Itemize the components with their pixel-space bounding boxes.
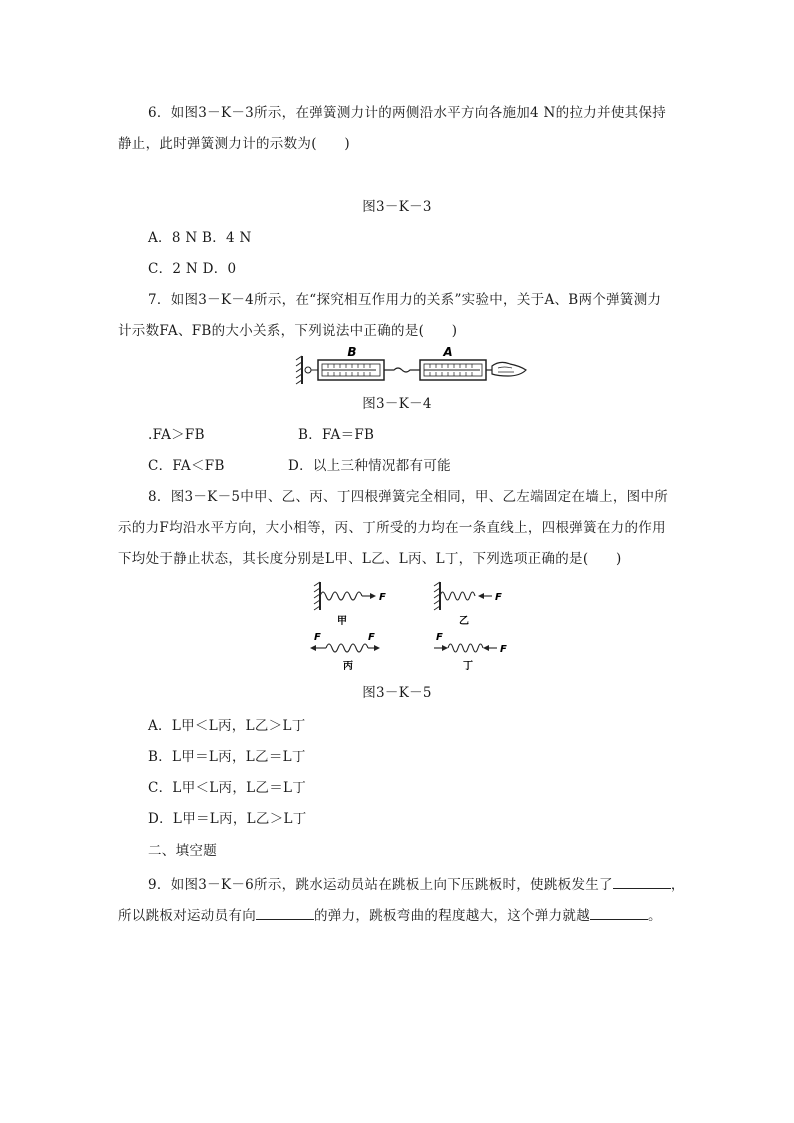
force-label-ding-right: F: [500, 644, 507, 655]
scale-b-label: B: [347, 346, 357, 359]
q6-line1: 6．如图3－K－3所示，在弹簧测力计的两侧沿水平方向各施加4 N的拉力并使其保持: [148, 105, 667, 121]
hand-icon: [486, 362, 526, 376]
spring-bing-label: 丙: [343, 661, 353, 672]
force-label-bing-left: F: [314, 632, 321, 643]
q7-option-d: D．以上三种情况都有可能: [288, 458, 451, 474]
q9-line2-end: 。: [648, 908, 662, 924]
q6-line2: 静止，此时弹簧测力计的示数为( ): [118, 136, 350, 152]
q9-blank-2[interactable]: [256, 905, 314, 920]
q7-option-c: C．FA＜FB: [148, 458, 225, 474]
q9-blank-1[interactable]: [613, 874, 671, 889]
force-label-jia: F: [379, 592, 386, 603]
q6-options-cd: C．2 N D．0: [148, 261, 237, 277]
q9-line1-text: 9．如图3－K－6所示，跳水运动员站在跳板上向下压跳板时，使跳板发生了: [148, 877, 613, 893]
q9-line1-end: ，: [670, 877, 685, 893]
figure-3k4-spring-scales: [294, 346, 534, 388]
q9-blank-3[interactable]: [590, 905, 648, 920]
q8-line3: 下均处于静止状态，其长度分别是L甲、L乙、L丙、L丁，下列选项正确的是( ): [118, 551, 622, 567]
q7-line1: 7．如图3－K－4所示，在“探究相互作用力的关系”实验中，关于A、B两个弹簧测力: [148, 292, 662, 308]
force-label-ding-left: F: [436, 632, 443, 643]
q8-option-a: A．L甲＜L丙，L乙＞L丁: [148, 718, 306, 734]
q9-line2: [118, 905, 662, 925]
scale-b: [318, 360, 384, 380]
spring-jia: [314, 582, 376, 610]
force-label-yi: F: [495, 592, 502, 603]
spring-ding: [434, 644, 497, 652]
q8-figure-caption: 图3－K－5: [362, 685, 432, 701]
spring-yi-label: 乙: [459, 616, 469, 627]
q7-figure-caption: 图3－K－4: [362, 396, 432, 412]
q8-line1: 8．图3－K－5中甲、乙、丙、丁四根弹簧完全相同，甲、乙左端固定在墙上，图中所: [148, 489, 669, 505]
q8-line2: 示的力F均沿水平方向，大小相等，丙、丁所受的力均在一条直线上，四根弹簧在力的作用: [118, 520, 666, 536]
scale-a: [420, 360, 486, 380]
spring-bing: [310, 644, 380, 652]
q8-option-d: D．L甲＝L丙，L乙＞L丁: [148, 811, 307, 827]
q6-figure-caption: 图3－K－3: [362, 199, 432, 215]
spring-ding-label: 丁: [463, 661, 473, 672]
section-heading-fill-in: 二、填空题: [148, 843, 217, 859]
force-label-bing-right: F: [368, 632, 375, 643]
spring-yi: [434, 582, 492, 610]
q9-line2-text-a: 所以跳板对运动员有向: [118, 908, 256, 924]
spring-jia-label: 甲: [337, 616, 347, 627]
q7-option-b: B．FA＝FB: [298, 427, 375, 443]
scale-a-label: A: [443, 346, 453, 359]
q8-option-b: B．L甲＝L丙，L乙＝L丁: [148, 749, 306, 765]
q7-option-a: .FA＞FB: [148, 427, 205, 443]
figure-3k5-springs: [308, 578, 528, 674]
q9-line1: [148, 874, 685, 894]
q8-option-c: C．L甲＜L丙，L乙＝L丁: [148, 780, 307, 796]
q6-options-ab: A．8 N B．4 N: [148, 230, 252, 246]
q9-line2-text-b: 的弹力，跳板弯曲的程度越大，这个弹力就越: [314, 908, 590, 924]
q7-line2: 计示数FA、FB的大小关系，下列说法中正确的是( ): [118, 323, 458, 339]
